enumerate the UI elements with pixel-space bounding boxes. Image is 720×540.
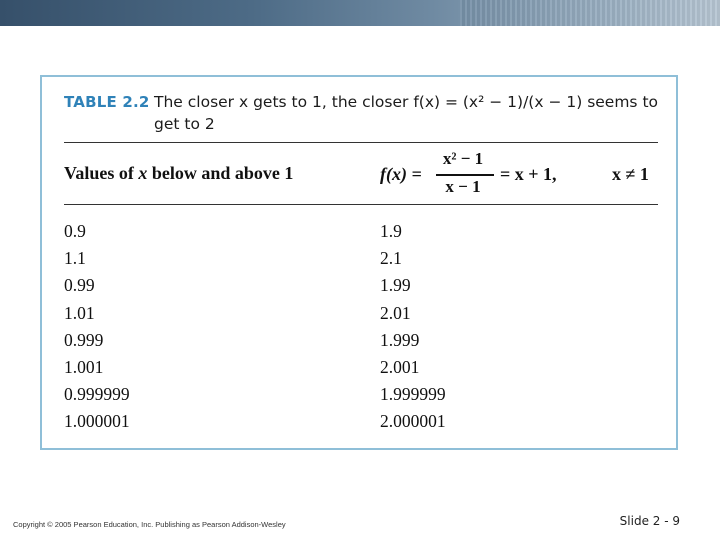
header-x-var: x [138, 163, 148, 183]
table-cell-x: 1.01 [64, 302, 95, 323]
table-cell-fx: 2.01 [380, 302, 411, 323]
header-band [0, 0, 720, 26]
table-cell-x: 0.9 [64, 221, 86, 241]
header-x-prefix: Values of [64, 163, 139, 183]
table-cell-fx: 2.001 [380, 356, 420, 377]
fraction-numerator: x² − 1 [442, 149, 484, 168]
table-tag: TABLE 2.2 [64, 93, 150, 111]
header-x-suffix: below and above 1 [147, 163, 294, 183]
table-2-2 [40, 75, 678, 450]
header-top-rule [64, 142, 658, 143]
table-cell-fx: 1.9 [380, 221, 402, 241]
table-cell-fx: 2.1 [380, 248, 402, 269]
slide-number: Slide 2 - 9 [619, 514, 680, 528]
table-cell-fx: 1.99 [380, 275, 411, 296]
table-cell-x: 1.001 [64, 356, 104, 377]
caption-text: The closer x gets to 1, the closer f(x) = (x² − 1)/(x − 1) seems to get to 2 [154, 93, 658, 133]
table-cell-x: 0.999999 [64, 384, 130, 405]
table-cell-x: 1.000001 [64, 411, 130, 432]
column-header-fx [380, 149, 660, 199]
table-cell-fx: 2.000001 [380, 411, 446, 432]
column-header-x [64, 163, 293, 184]
header-condition: x ≠ 1 [612, 164, 649, 184]
table-cell-x: 0.99 [64, 275, 95, 296]
header-fx-rhs: = x + 1, [500, 164, 557, 184]
table-cell-x: 0.999 [64, 329, 104, 350]
column-x-values [64, 218, 130, 436]
table-cell-x: 1.1 [64, 248, 86, 269]
table-cell-fx: 1.999 [380, 329, 420, 350]
fraction-denominator: x − 1 [445, 177, 481, 196]
column-fx-values [380, 218, 446, 436]
header-fx-label: f(x) = [380, 164, 422, 184]
copyright-notice: Copyright © 2005 Pearson Education, Inc. Publishing as Pearson Addison-Wesley [13, 520, 286, 529]
fraction-bar [436, 174, 494, 176]
table-cell-fx: 1.999999 [380, 384, 446, 405]
header-bottom-rule [64, 204, 658, 205]
